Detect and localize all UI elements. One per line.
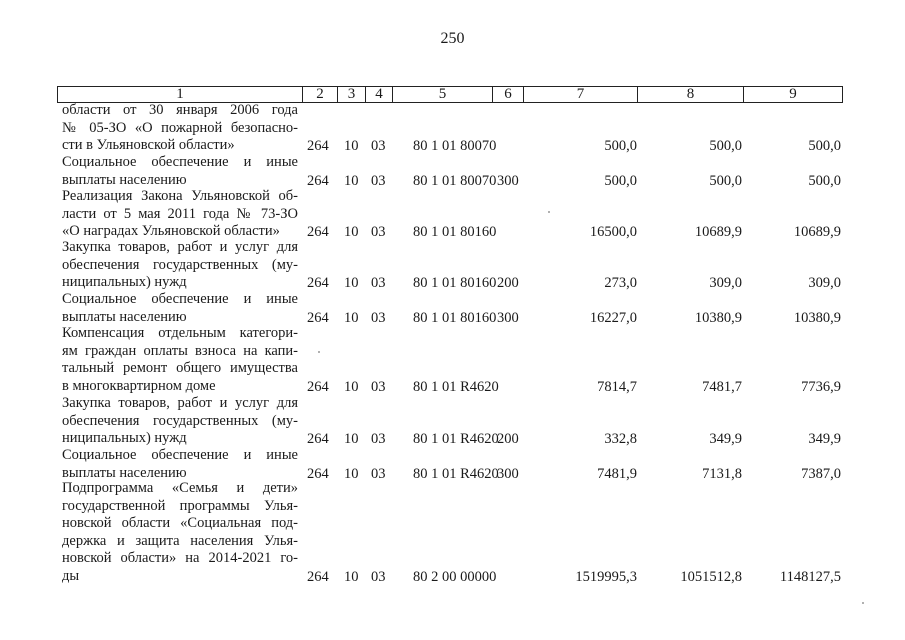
description-line: «О наградах Ульяновской области» [62,223,280,239]
description-line: области от 30 января 2006 года [62,102,298,118]
description-line: Закупка товаров, работ и услуг для [62,239,298,255]
cell-c7: 16227,0 [589,309,637,326]
cell-c9: 7387,0 [801,465,841,482]
description-line: Подпрограмма «Семья и дети» [62,480,298,496]
description-line: Социальное обеспечение и иные [62,154,298,170]
cell-c9: 500,0 [808,172,841,189]
cell-c8: 500,0 [709,138,742,154]
cell-c5: 80 1 01 80070 [413,172,497,189]
description-line: обеспечения государственных (му- [62,412,298,429]
cell-c3: 10 [344,275,359,291]
cell-c7: 500,0 [604,138,637,154]
description-line: Реализация Закона Ульяновской об- [62,188,298,204]
row-description [62,188,298,241]
row-description [62,291,298,326]
header-col-6: 6 [492,86,524,103]
cell-c6: 200 [497,431,519,447]
row-description [62,154,298,189]
cell-c3: 10 [344,309,359,326]
description-line: выплаты населению [62,308,187,325]
cell-c2: 264 [307,309,329,326]
scan-speck [318,351,320,353]
scan-speck [862,602,864,604]
cell-c3: 10 [344,224,359,240]
cell-c3: 10 [344,172,359,189]
cell-c7: 16500,0 [589,224,637,240]
cell-c2: 264 [307,568,329,585]
header-col-7: 7 [523,86,638,103]
cell-c5: 80 1 01 80160 [413,224,497,240]
cell-c2: 264 [307,275,329,291]
description-line: ниципальных) нужд [62,430,187,446]
cell-c5: 80 2 00 00000 [413,568,497,585]
cell-c8: 10380,9 [694,309,742,326]
cell-c9: 10689,9 [793,224,841,240]
cell-c5: 80 1 01 80160 [413,309,497,326]
cell-c4: 03 [371,275,386,291]
cell-c5: 80 1 01 80070 [413,138,497,154]
cell-c6: 200 [497,275,519,291]
cell-c4: 03 [371,224,386,240]
description-line: новской области «Социальная под- [62,515,298,531]
cell-c7: 332,8 [604,431,637,447]
cell-c3: 10 [344,431,359,447]
description-line: Закупка товаров, работ и услуг для [62,395,298,411]
cell-c2: 264 [307,172,329,189]
cell-c4: 03 [371,431,386,447]
description-line: новской области» на 2014-2021 го- [62,550,298,566]
cell-c9: 309,0 [808,275,841,291]
description-line: в многоквартирном доме [62,377,216,394]
cell-c5: 80 1 01 R4620 [413,465,499,482]
row-description [62,395,298,448]
cell-c5: 80 1 01 R4620 [413,431,499,447]
cell-c7: 7481,9 [597,465,637,482]
cell-c7: 500,0 [604,172,637,189]
description-line: выплаты населению [62,171,187,188]
cell-c9: 349,9 [808,431,841,447]
cell-c9: 1148127,5 [779,568,841,585]
cell-c4: 03 [371,309,386,326]
row-description [62,325,298,395]
row-description [62,102,298,155]
cell-c8: 1051512,8 [680,568,742,585]
description-line: Социальное обеспечение и иные [62,447,298,463]
cell-c3: 10 [344,138,359,154]
row-description [62,447,298,482]
cell-c9: 500,0 [808,138,841,154]
description-line: Компенсация отдельным категори- [62,325,298,341]
header-col-1: 1 [57,86,303,103]
cell-c4: 03 [371,465,386,482]
cell-c9: 7736,9 [801,378,841,395]
cell-c2: 264 [307,431,329,447]
header-col-3: 3 [337,86,366,103]
cell-c8: 7131,8 [702,465,742,482]
cell-c4: 03 [371,172,386,189]
description-line: тальный ремонт общего имущества [62,360,298,376]
cell-c8: 309,0 [709,275,742,291]
cell-c4: 03 [371,378,386,395]
cell-c4: 03 [371,568,386,585]
cell-c8: 500,0 [709,172,742,189]
description-line: Социальное обеспечение и иные [62,291,298,307]
description-line: сти в Ульяновской области» [62,137,235,153]
description-line: обеспечения государственных (му- [62,256,298,273]
cell-c5: 80 1 01 80160 [413,275,497,291]
description-line: выплаты населению [62,464,187,481]
cell-c2: 264 [307,378,329,395]
description-line: ласти от 5 мая 2011 года № 73-ЗО [62,205,298,222]
header-col-8: 8 [637,86,744,103]
cell-c2: 264 [307,138,329,154]
cell-c2: 264 [307,224,329,240]
cell-c6: 300 [497,309,519,326]
header-col-4: 4 [365,86,393,103]
row-description [62,239,298,292]
cell-c8: 10689,9 [694,224,742,240]
description-line: государственной программы Улья- [62,497,298,514]
cell-c7: 1519995,3 [575,568,637,585]
header-col-2: 2 [302,86,338,103]
cell-c4: 03 [371,138,386,154]
cell-c9: 10380,9 [793,309,841,326]
description-line: ниципальных) нужд [62,274,187,290]
page-number: 250 [440,30,465,47]
header-col-5: 5 [392,86,493,103]
cell-c8: 7481,7 [702,378,742,395]
cell-c6: 300 [497,172,519,189]
cell-c6: 300 [497,465,519,482]
description-line: ды [62,567,80,584]
description-line: № 05-ЗО «О пожарной безопасно- [62,119,298,136]
cell-c7: 7814,7 [597,378,637,395]
description-line: держка и защита населения Улья- [62,532,298,549]
header-col-9: 9 [743,86,843,103]
row-description [62,480,298,585]
cell-c8: 349,9 [709,431,742,447]
cell-c3: 10 [344,568,359,585]
cell-c3: 10 [344,465,359,482]
description-line: ям граждан оплаты взноса на капи- [62,342,298,359]
cell-c2: 264 [307,465,329,482]
cell-c7: 273,0 [604,275,637,291]
cell-c5: 80 1 01 R4620 [413,378,499,395]
scan-speck [548,211,550,213]
cell-c3: 10 [344,378,359,395]
